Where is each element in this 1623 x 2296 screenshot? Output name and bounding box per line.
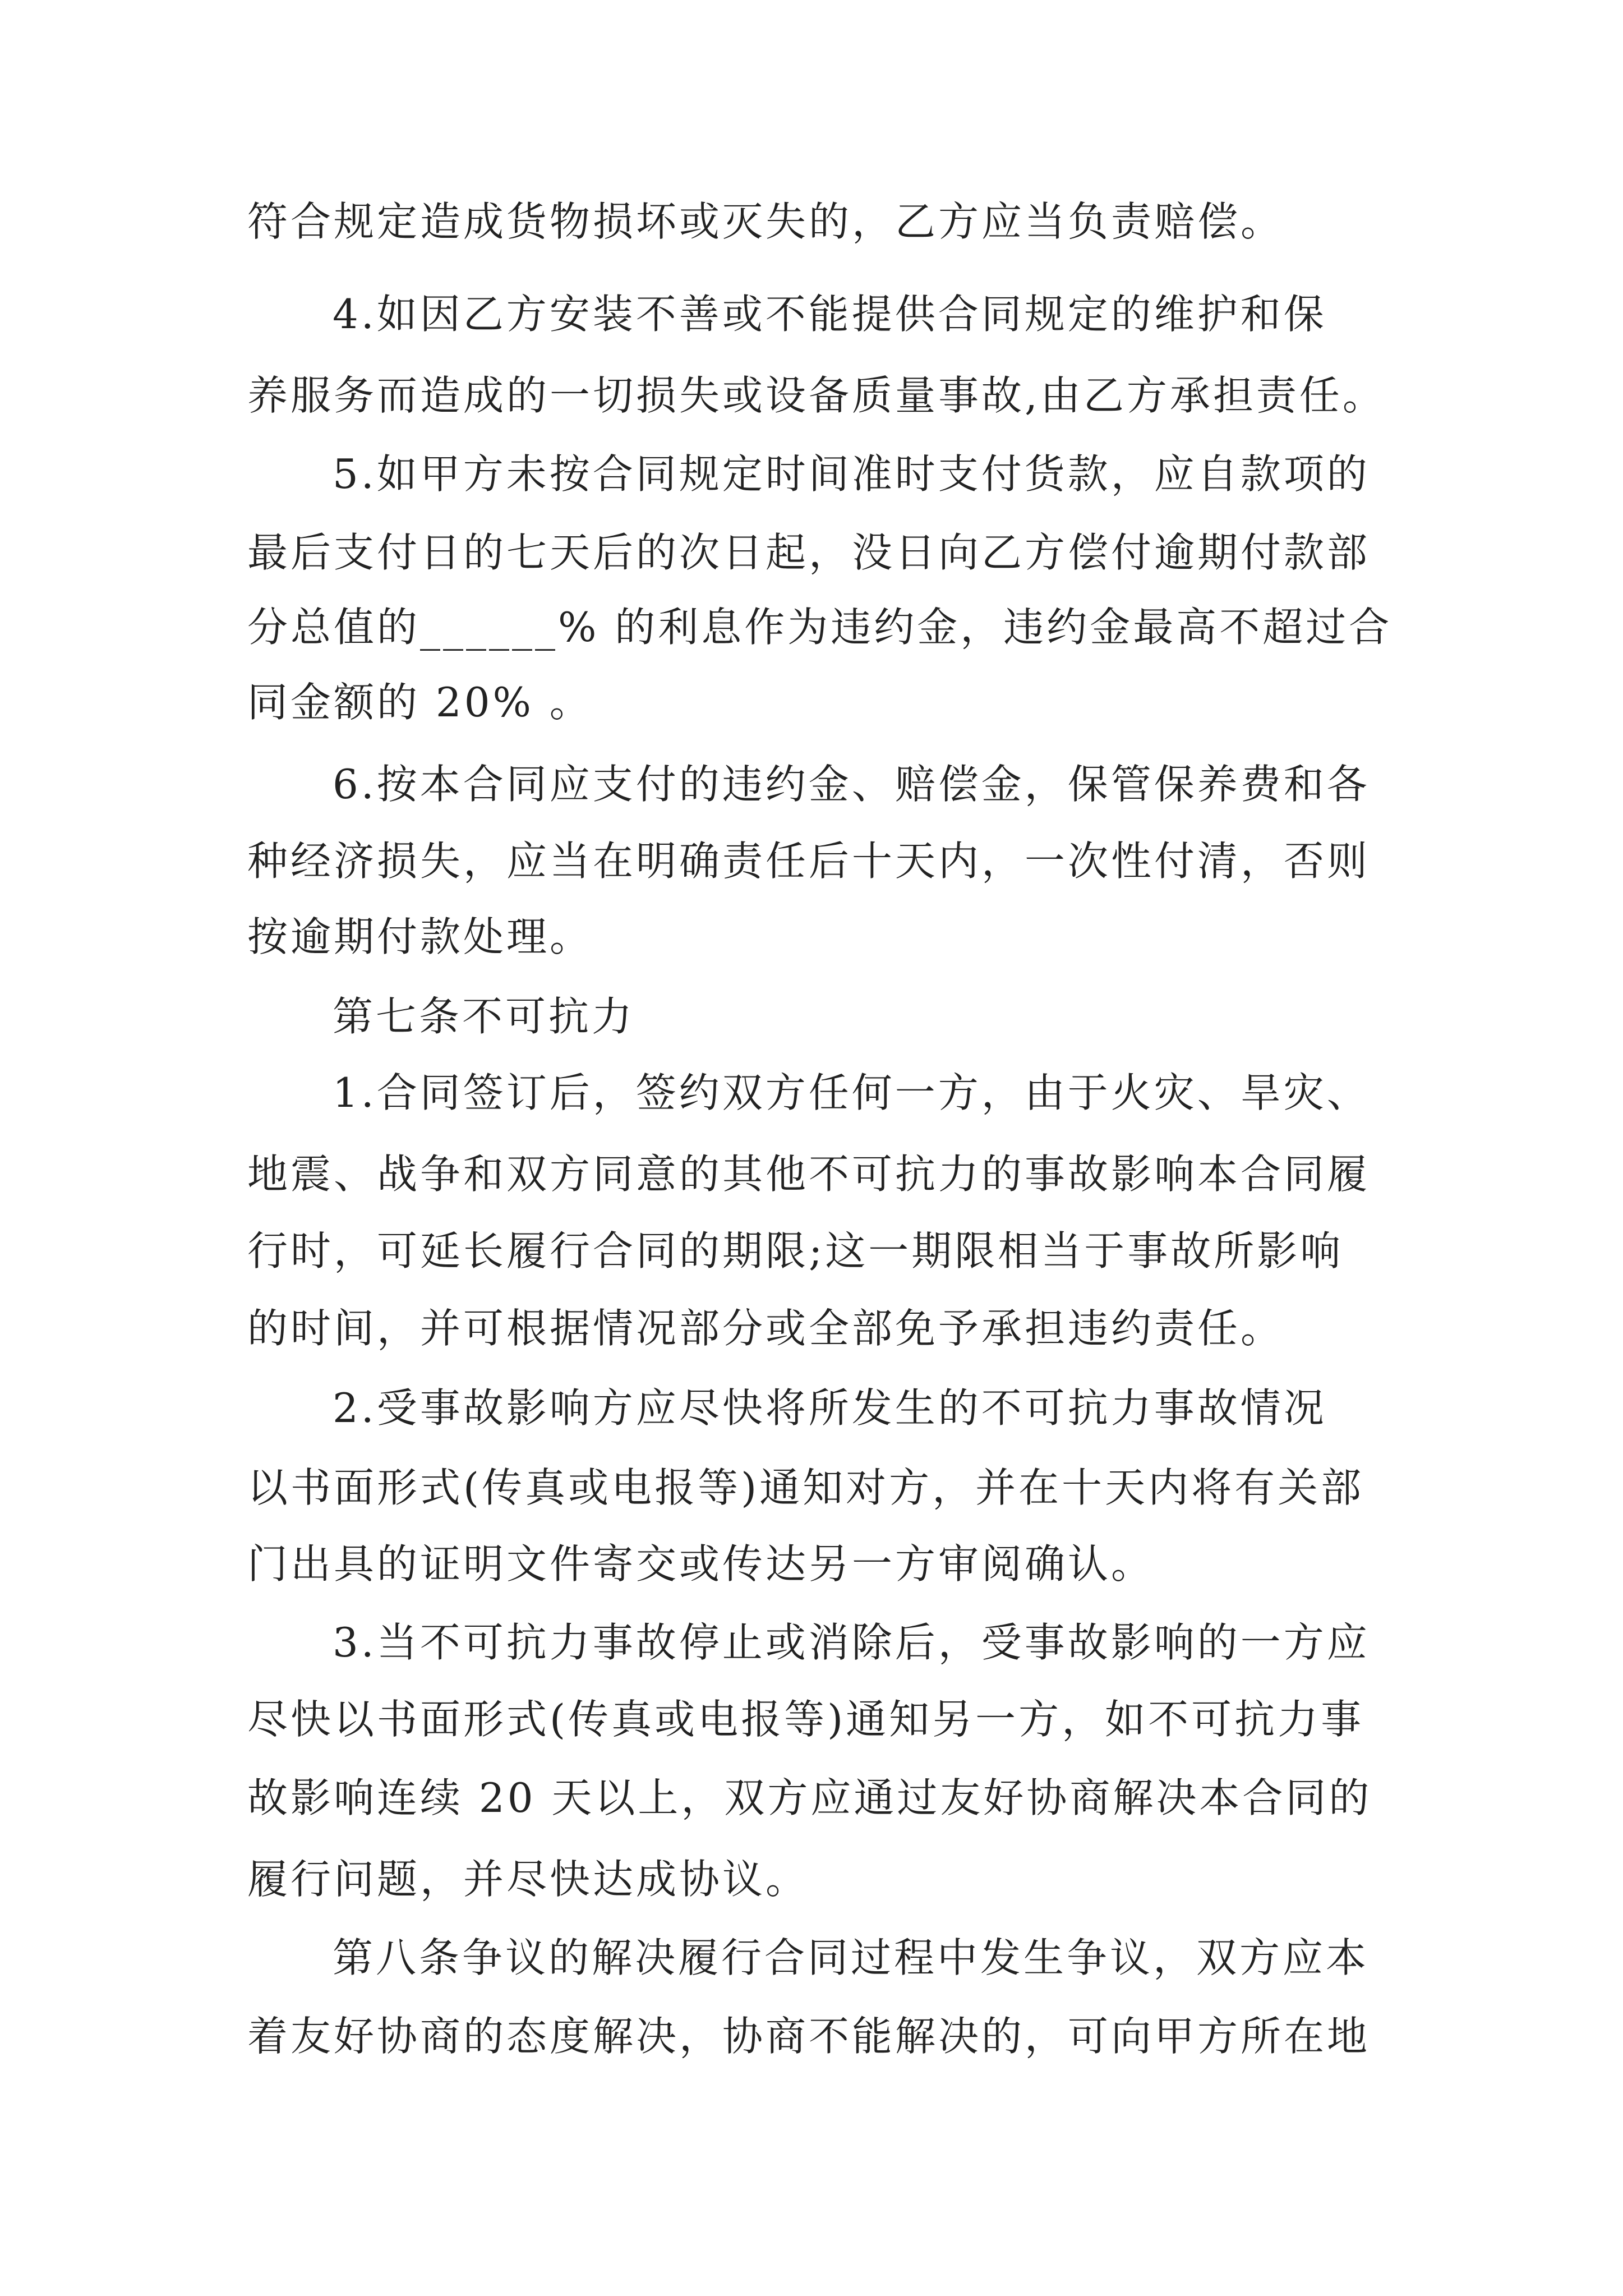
text-line: 履行问题，并尽快达成协议。 (247, 1856, 809, 1903)
text-line: 分总值的______% 的利息作为违约金，违约金最高不超过合 (247, 604, 1393, 651)
text-line: 种经济损失，应当在明确责任后十天内，一次性付清，否则 (247, 838, 1371, 885)
clause-7-3-line: 3.当不可抗力事故停止或消除后，受事故影响的一方应 (333, 1619, 1370, 1666)
clause-5-line: 5.如甲方未按合同规定时间准时支付货款，应自款项的 (333, 450, 1370, 498)
text-line: 门出具的证明文件寄交或传达另一方审阅确认。 (247, 1540, 1155, 1588)
clause-7-2-line: 2.受事故影响方应尽快将所发生的不可抗力事故情况 (333, 1384, 1327, 1432)
article-7-heading: 第七条不可抗力 (333, 993, 635, 1040)
clause-4-line: 4.如因乙方安装不善或不能提供合同规定的维护和保 (333, 291, 1327, 338)
clause-7-1-line: 1.合同签订后，签约双方任何一方，由于火灾、旱灾、 (333, 1069, 1370, 1116)
text-line: 故影响连续 20 天以上，双方应通过友好协商解决本合同的 (247, 1774, 1372, 1821)
text-line: 符合规定造成货物损坏或灭失的，乙方应当负责赔偿。 (247, 198, 1284, 245)
text-line: 养服务而造成的一切损失或设备质量事故,由乙方承担责任。 (247, 372, 1386, 419)
text-line: 以书面形式(传真或电报等)通知对方，并在十天内将有关部 (247, 1464, 1364, 1511)
text-line: 最后支付日的七天后的次日起，没日向乙方偿付逾期付款部 (247, 529, 1371, 576)
text-line: 同金额的 20% 。 (247, 679, 593, 726)
text-line: 地震、战争和双方同意的其他不可抗力的事故影响本合同履 (247, 1151, 1371, 1198)
clause-6-line: 6.按本合同应支付的违约金、赔偿金，保管保养费和各 (333, 761, 1370, 808)
text-line: 尽快以书面形式(传真或电报等)通知另一方，如不可抗力事 (247, 1696, 1364, 1743)
text-line: 行时，可延长履行合同的期限;这一期限相当于事故所影响 (247, 1227, 1344, 1274)
text-line: 按逾期付款处理。 (247, 913, 593, 960)
article-8-line: 第八条争议的解决履行合同过程中发生争议，双方应本 (333, 1934, 1370, 1981)
text-line: 的时间，并可根据情况部分或全部免予承担违约责任。 (247, 1305, 1284, 1352)
text-line: 着友好协商的态度解决，协商不能解决的，可向甲方所在地 (247, 2013, 1371, 2060)
